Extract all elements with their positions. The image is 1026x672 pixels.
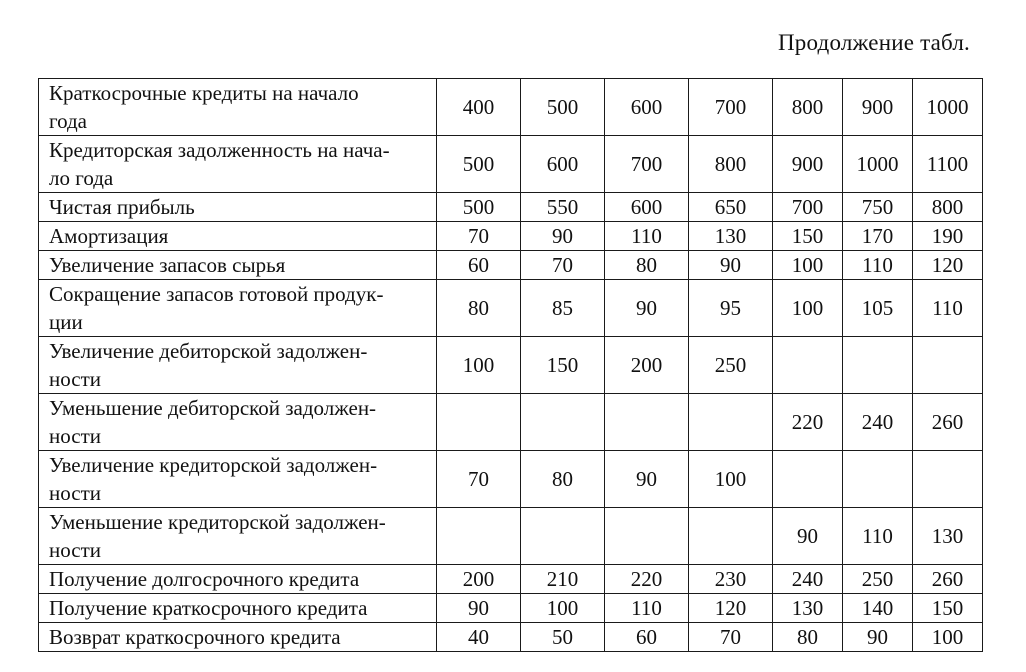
table-row bbox=[39, 508, 983, 565]
value-cell bbox=[605, 508, 689, 565]
row-label bbox=[39, 451, 437, 508]
value-cell: 240 bbox=[843, 394, 913, 451]
value-cell: 110 bbox=[913, 280, 983, 337]
value-cell: 220 bbox=[773, 394, 843, 451]
value-cell bbox=[605, 394, 689, 451]
table-row bbox=[39, 451, 983, 508]
value-cell: 90 bbox=[605, 451, 689, 508]
value-cell: 800 bbox=[689, 136, 773, 193]
value-cell: 60 bbox=[437, 251, 521, 280]
value-cell: 1000 bbox=[913, 79, 983, 136]
value-cell: 230 bbox=[689, 565, 773, 594]
value-cell: 50 bbox=[521, 623, 605, 652]
row-label bbox=[39, 222, 437, 251]
row-label bbox=[39, 251, 437, 280]
value-cell: 90 bbox=[689, 251, 773, 280]
value-cell: 900 bbox=[843, 79, 913, 136]
row-label-line: ности bbox=[49, 538, 101, 562]
row-label-line: Уменьшение кредиторской задолжен- bbox=[49, 510, 386, 534]
value-cell: 60 bbox=[605, 623, 689, 652]
value-cell bbox=[913, 337, 983, 394]
value-cell: 700 bbox=[773, 193, 843, 222]
value-cell: 100 bbox=[437, 337, 521, 394]
table-row bbox=[39, 251, 983, 280]
value-cell: 95 bbox=[689, 280, 773, 337]
value-cell: 120 bbox=[913, 251, 983, 280]
value-cell: 70 bbox=[521, 251, 605, 280]
value-cell: 260 bbox=[913, 394, 983, 451]
value-cell: 250 bbox=[843, 565, 913, 594]
value-cell: 400 bbox=[437, 79, 521, 136]
row-label-line: года bbox=[49, 109, 87, 133]
value-cell bbox=[689, 508, 773, 565]
value-cell: 85 bbox=[521, 280, 605, 337]
table-row bbox=[39, 337, 983, 394]
value-cell: 70 bbox=[437, 451, 521, 508]
row-label-line: ности bbox=[49, 481, 101, 505]
row-label-line: ности bbox=[49, 367, 101, 391]
value-cell: 105 bbox=[843, 280, 913, 337]
value-cell: 90 bbox=[773, 508, 843, 565]
value-cell: 240 bbox=[773, 565, 843, 594]
value-cell: 210 bbox=[521, 565, 605, 594]
value-cell: 90 bbox=[521, 222, 605, 251]
value-cell: 70 bbox=[437, 222, 521, 251]
row-label-line: Чистая прибыль bbox=[49, 195, 195, 219]
table-row bbox=[39, 193, 983, 222]
row-label-line: Получение долгосрочного кредита bbox=[49, 567, 360, 591]
value-cell: 130 bbox=[773, 594, 843, 623]
row-label-line: ции bbox=[49, 310, 83, 334]
value-cell: 100 bbox=[521, 594, 605, 623]
table-row bbox=[39, 565, 983, 594]
row-label-line: Увеличение запасов сырья bbox=[49, 253, 286, 277]
value-cell: 80 bbox=[437, 280, 521, 337]
value-cell: 500 bbox=[521, 79, 605, 136]
value-cell: 90 bbox=[437, 594, 521, 623]
value-cell bbox=[437, 394, 521, 451]
value-cell bbox=[773, 451, 843, 508]
row-label-line: Кредиторская задолженность на нача- bbox=[49, 138, 390, 162]
value-cell: 800 bbox=[913, 193, 983, 222]
value-cell: 200 bbox=[437, 565, 521, 594]
value-cell: 80 bbox=[521, 451, 605, 508]
value-cell: 100 bbox=[689, 451, 773, 508]
row-label bbox=[39, 594, 437, 623]
value-cell: 80 bbox=[773, 623, 843, 652]
row-label-line: Получение краткосрочного кредита bbox=[49, 596, 368, 620]
row-label bbox=[39, 565, 437, 594]
value-cell: 700 bbox=[605, 136, 689, 193]
row-label-line: Увеличение дебиторской задолжен- bbox=[49, 339, 368, 363]
value-cell bbox=[913, 451, 983, 508]
value-cell: 150 bbox=[773, 222, 843, 251]
value-cell: 80 bbox=[605, 251, 689, 280]
row-label bbox=[39, 79, 437, 136]
table-body bbox=[39, 79, 983, 652]
table-row bbox=[39, 222, 983, 251]
row-label-line: Краткосрочные кредиты на начало bbox=[49, 81, 359, 105]
value-cell: 500 bbox=[437, 136, 521, 193]
table-caption: Продолжение табл. bbox=[778, 30, 970, 55]
value-cell: 100 bbox=[773, 251, 843, 280]
value-cell: 600 bbox=[605, 193, 689, 222]
row-label-line: Сокращение запасов готовой продук- bbox=[49, 282, 384, 306]
value-cell: 900 bbox=[773, 136, 843, 193]
value-cell: 110 bbox=[605, 222, 689, 251]
value-cell: 250 bbox=[689, 337, 773, 394]
value-cell: 750 bbox=[843, 193, 913, 222]
table-row bbox=[39, 136, 983, 193]
value-cell: 40 bbox=[437, 623, 521, 652]
row-label bbox=[39, 508, 437, 565]
table-row bbox=[39, 280, 983, 337]
table-row bbox=[39, 79, 983, 136]
value-cell: 220 bbox=[605, 565, 689, 594]
table-row bbox=[39, 594, 983, 623]
value-cell: 150 bbox=[521, 337, 605, 394]
row-label bbox=[39, 136, 437, 193]
row-label-line: Амортизация bbox=[49, 224, 169, 248]
value-cell bbox=[773, 337, 843, 394]
value-cell: 260 bbox=[913, 565, 983, 594]
value-cell: 130 bbox=[913, 508, 983, 565]
value-cell: 110 bbox=[843, 251, 913, 280]
value-cell: 200 bbox=[605, 337, 689, 394]
value-cell bbox=[843, 451, 913, 508]
value-cell bbox=[437, 508, 521, 565]
value-cell: 700 bbox=[689, 79, 773, 136]
value-cell: 800 bbox=[773, 79, 843, 136]
value-cell bbox=[521, 394, 605, 451]
value-cell: 1100 bbox=[913, 136, 983, 193]
row-label-line: Возврат краткосрочного кредита bbox=[49, 625, 341, 649]
value-cell bbox=[843, 337, 913, 394]
value-cell: 100 bbox=[913, 623, 983, 652]
value-cell: 170 bbox=[843, 222, 913, 251]
row-label-line: Увеличение кредиторской задолжен- bbox=[49, 453, 378, 477]
row-label-line: ности bbox=[49, 424, 101, 448]
row-label bbox=[39, 623, 437, 652]
row-label bbox=[39, 337, 437, 394]
value-cell: 90 bbox=[843, 623, 913, 652]
row-label bbox=[39, 394, 437, 451]
value-cell: 130 bbox=[689, 222, 773, 251]
data-table bbox=[38, 78, 983, 652]
row-label bbox=[39, 193, 437, 222]
value-cell: 110 bbox=[605, 594, 689, 623]
row-label-line: Уменьшение дебиторской задолжен- bbox=[49, 396, 377, 420]
value-cell: 120 bbox=[689, 594, 773, 623]
row-label bbox=[39, 280, 437, 337]
value-cell: 600 bbox=[521, 136, 605, 193]
value-cell: 150 bbox=[913, 594, 983, 623]
value-cell: 90 bbox=[605, 280, 689, 337]
value-cell: 110 bbox=[843, 508, 913, 565]
value-cell bbox=[521, 508, 605, 565]
value-cell: 190 bbox=[913, 222, 983, 251]
value-cell: 100 bbox=[773, 280, 843, 337]
table-row bbox=[39, 394, 983, 451]
value-cell: 500 bbox=[437, 193, 521, 222]
table-row bbox=[39, 623, 983, 652]
value-cell: 140 bbox=[843, 594, 913, 623]
value-cell: 600 bbox=[605, 79, 689, 136]
value-cell: 650 bbox=[689, 193, 773, 222]
value-cell bbox=[689, 394, 773, 451]
value-cell: 1000 bbox=[843, 136, 913, 193]
value-cell: 70 bbox=[689, 623, 773, 652]
value-cell: 550 bbox=[521, 193, 605, 222]
row-label-line: ло года bbox=[49, 166, 114, 190]
